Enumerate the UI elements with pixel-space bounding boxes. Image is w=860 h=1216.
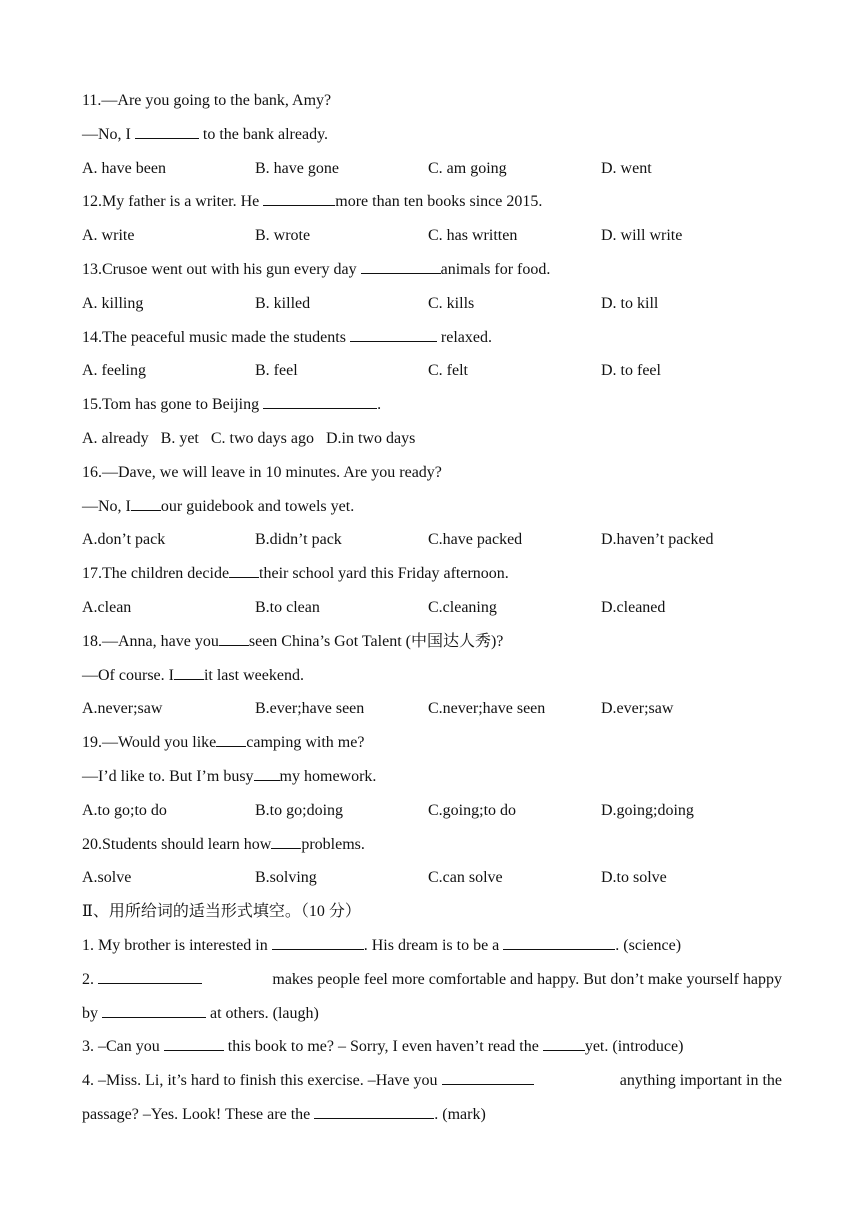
fill-text: 3. –Can you xyxy=(82,1038,164,1056)
option-d[interactable]: D. to kill xyxy=(601,294,659,312)
option-a[interactable]: A. feeling xyxy=(82,362,146,380)
fill-question-4 xyxy=(82,1064,782,1098)
option-a[interactable]: A.to go;to do xyxy=(82,801,167,819)
fill-question-4-cont xyxy=(82,1098,782,1132)
answer-blank[interactable] xyxy=(263,190,335,206)
fill-text-group xyxy=(82,963,202,997)
question-text: 13.Crusoe went out with his gun every day xyxy=(82,260,361,278)
option-a[interactable]: A. write xyxy=(82,227,135,245)
answer-blank[interactable] xyxy=(131,495,161,511)
question-text: 15.Tom has gone to Beijing xyxy=(82,396,264,414)
question-text: 19.—Would you like xyxy=(82,734,217,752)
option-a[interactable]: A.never;saw xyxy=(82,700,163,718)
question-text: 18.—Anna, have you xyxy=(82,632,219,650)
reply-text: —Of course. I xyxy=(82,666,174,684)
question-text: 16.—Dave, we will leave in 10 minutes. Are you ready? xyxy=(82,463,442,481)
answer-blank[interactable] xyxy=(174,664,204,680)
option-d[interactable]: D. to feel xyxy=(601,362,661,380)
question-19-reply xyxy=(82,760,782,794)
fill-question-3 xyxy=(82,1030,782,1064)
option-c[interactable]: C. kills xyxy=(428,294,475,312)
fill-question-1 xyxy=(82,929,782,963)
question-14 xyxy=(82,321,782,355)
question-text: 17.The children decide xyxy=(82,565,230,583)
question-text: 11.—Are you going to the bank, Amy? xyxy=(82,92,332,109)
question-20 xyxy=(82,828,782,862)
reply-text: our guidebook and towels yet. xyxy=(160,497,355,515)
option-c[interactable]: C.have packed xyxy=(428,531,523,549)
fill-text: . His dream is to be a xyxy=(363,936,504,954)
question-11-options xyxy=(82,152,782,186)
reply-text: —I’d like to. But I’m busy xyxy=(82,767,254,785)
option-b[interactable]: B.didn’t pack xyxy=(255,531,342,549)
answer-blank[interactable] xyxy=(503,934,615,950)
question-12-options xyxy=(82,219,782,253)
reply-text: it last weekend. xyxy=(203,666,304,684)
option-c[interactable]: C.can solve xyxy=(428,869,503,887)
question-text: more than ten books since 2015. xyxy=(335,193,543,211)
question-13-options xyxy=(82,287,782,321)
option-c[interactable]: C.going;to do xyxy=(428,801,517,819)
question-13 xyxy=(82,253,782,287)
question-17-options xyxy=(82,591,782,625)
option-c[interactable]: C. felt xyxy=(428,362,468,380)
option-c[interactable]: C. has written xyxy=(428,227,518,245)
question-text: relaxed. xyxy=(436,328,492,346)
reply-text: my homework. xyxy=(279,767,377,785)
question-15-options xyxy=(82,422,782,456)
option-c[interactable]: C. am going xyxy=(428,159,507,177)
question-text: 14.The peaceful music made the students xyxy=(82,328,350,346)
option-b[interactable]: B. feel xyxy=(255,362,298,380)
option-c[interactable]: C. two days ago xyxy=(210,429,314,447)
question-text: animals for food. xyxy=(440,260,551,278)
option-c[interactable]: C.cleaning xyxy=(428,598,497,616)
fill-question-2-cont xyxy=(82,997,782,1031)
question-18-options xyxy=(82,692,782,726)
question-text: 20.Students should learn how xyxy=(82,835,272,853)
question-18 xyxy=(82,625,782,659)
fill-text-group xyxy=(82,1064,534,1098)
question-text: problems. xyxy=(301,835,365,853)
answer-blank[interactable] xyxy=(135,123,199,139)
option-a[interactable]: A.clean xyxy=(82,598,132,616)
section-2-heading: Ⅱ、用所给词的适当形式填空。（10 分） xyxy=(82,903,361,921)
option-b[interactable]: B. yet xyxy=(160,429,199,447)
exercise-content xyxy=(82,84,782,1132)
question-text: their school yard this Friday afternoon. xyxy=(259,565,509,583)
answer-blank[interactable] xyxy=(102,1002,206,1018)
answer-blank[interactable] xyxy=(254,765,280,781)
option-a[interactable]: A. killing xyxy=(82,294,144,312)
option-b[interactable]: B. have gone xyxy=(255,159,339,177)
question-text: . xyxy=(377,396,382,414)
question-18-reply xyxy=(82,659,782,693)
fill-text: . (mark) xyxy=(434,1105,486,1123)
fill-text: by xyxy=(82,1004,102,1022)
answer-blank[interactable] xyxy=(219,630,249,646)
question-17 xyxy=(82,557,782,591)
option-d[interactable]: D.to solve xyxy=(601,869,667,887)
fill-text: at others. (laugh) xyxy=(206,1004,319,1022)
answer-blank[interactable] xyxy=(350,326,437,342)
option-a[interactable]: A. have been xyxy=(82,159,166,177)
option-d[interactable]: D.cleaned xyxy=(601,598,666,616)
fill-text: . (science) xyxy=(615,936,682,954)
reply-text: —No, I xyxy=(82,125,135,143)
option-c[interactable]: C.never;have seen xyxy=(428,700,546,718)
answer-blank[interactable] xyxy=(442,1069,534,1085)
question-text: camping with me? xyxy=(246,734,365,752)
fill-text: yet. (introduce) xyxy=(584,1038,684,1056)
question-text: 12.My father is a writer. He xyxy=(82,193,264,211)
fill-text: anything important in the xyxy=(619,1072,782,1090)
option-b[interactable]: B.to go;doing xyxy=(255,801,344,819)
question-14-options xyxy=(82,354,782,388)
question-19-options xyxy=(82,794,782,828)
fill-text: passage? –Yes. Look! These are the xyxy=(82,1105,315,1123)
answer-blank[interactable] xyxy=(543,1035,585,1051)
option-d[interactable]: D. will write xyxy=(601,227,683,245)
option-b[interactable]: B. killed xyxy=(255,294,311,312)
fill-text: 1. My brother is interested in xyxy=(82,936,272,954)
question-16-reply xyxy=(82,490,782,524)
option-d[interactable]: D. went xyxy=(601,159,652,177)
fill-text: 4. –Miss. Li, it’s hard to finish this exercise. –Have you xyxy=(82,1072,442,1090)
option-d[interactable]: D.ever;saw xyxy=(601,700,674,718)
option-d[interactable]: D.haven’t packed xyxy=(601,531,714,549)
option-b[interactable]: B.ever;have seen xyxy=(255,700,365,718)
question-16 xyxy=(82,456,782,490)
option-a[interactable]: A. already xyxy=(82,429,149,447)
fill-question-2 xyxy=(82,963,782,997)
question-15 xyxy=(82,388,782,422)
option-b[interactable]: B. wrote xyxy=(255,227,311,245)
question-19 xyxy=(82,726,782,760)
question-11 xyxy=(82,84,782,118)
answer-blank[interactable] xyxy=(229,562,259,578)
question-text: seen China’s Got Talent (中国达人秀)? xyxy=(248,632,504,650)
option-d[interactable]: D.going;doing xyxy=(601,801,694,819)
reply-text: to the bank already. xyxy=(198,125,329,143)
option-d[interactable]: D.in two days xyxy=(325,429,416,447)
option-a[interactable]: A.solve xyxy=(82,869,132,887)
answer-blank[interactable] xyxy=(361,258,441,274)
question-20-options xyxy=(82,861,782,895)
reply-text: —No, I xyxy=(82,497,131,515)
answer-blank[interactable] xyxy=(216,731,246,747)
option-b[interactable]: B.to clean xyxy=(255,598,320,616)
answer-blank[interactable] xyxy=(164,1035,224,1051)
answer-blank[interactable] xyxy=(263,393,377,409)
fill-text: 2. xyxy=(82,970,98,988)
answer-blank[interactable] xyxy=(98,968,202,984)
option-b[interactable]: B.solving xyxy=(255,869,317,887)
option-a[interactable]: A.don’t pack xyxy=(82,531,166,549)
question-16-options xyxy=(82,523,782,557)
fill-text: makes people feel more comfortable and happy. But don’t make yourself happy xyxy=(272,970,782,988)
answer-blank[interactable] xyxy=(314,1103,434,1119)
question-12 xyxy=(82,185,782,219)
question-11-reply xyxy=(82,118,782,152)
answer-blank[interactable] xyxy=(272,934,364,950)
answer-blank[interactable] xyxy=(271,833,301,849)
fill-text: this book to me? – Sorry, I even haven’t read the xyxy=(223,1038,543,1056)
